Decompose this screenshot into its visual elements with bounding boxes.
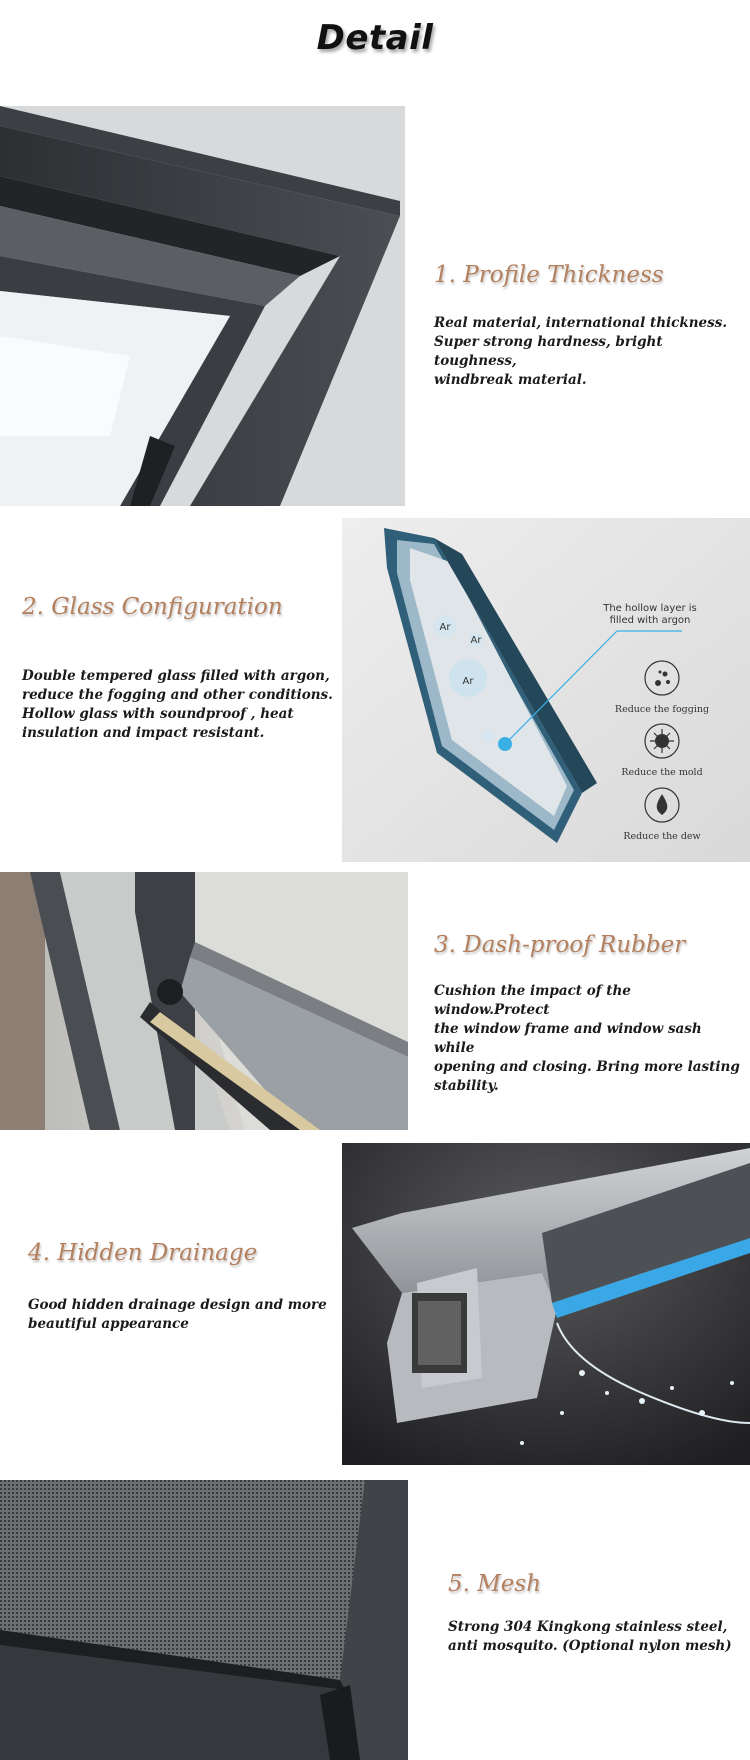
argon-bubble-large: Ar [462,676,474,687]
argon-bubble-small: Ar [439,622,451,633]
feature-fogging: Reduce the fogging [614,704,710,715]
dash-proof-rubber-heading: 3. Dash-proof Rubber [434,932,686,958]
mesh-heading: 5. Mesh [448,1571,542,1597]
profile-thickness-heading: 1. Profile Thickness [434,262,664,288]
glass-configuration-description: Double tempered glass filled with argon, reduce the fogging and other conditions. Hollow glass with soundproof , heat insulation and impact resistant. [22,668,333,741]
feature-dew: Reduce the dew [623,831,701,842]
glass-configuration-heading: 2. Glass Configuration [22,594,283,620]
hidden-drainage-description: Good hidden drainage design and more beautiful appearance [28,1297,327,1332]
argon-bubble-tiny: Ar [470,635,482,646]
dash-proof-rubber-photo [0,872,408,1130]
feature-mold: Reduce the mold [621,767,703,778]
hidden-drainage-photo [342,1143,750,1465]
callout-line2: filled with argon [609,615,691,626]
mesh-description: Strong 304 Kingkong stainless steel, anti mosquito. (Optional nylon mesh) [448,1619,732,1654]
profile-thickness-photo [0,106,405,506]
dash-proof-rubber-description: Cushion the impact of the window.Protect the window frame and window sash while opening and closing. Bring more lasting stability. [434,983,740,1094]
hidden-drainage-heading: 4. Hidden Drainage [28,1240,258,1266]
mesh-photo [0,1480,408,1760]
callout-line1: The hollow layer is [603,603,697,614]
page-title: Detail [316,18,434,58]
profile-thickness-description: Real material, international thickness. Super strong hardness, bright toughness, windbreak material. [434,315,728,388]
glass-configuration-diagram [342,518,750,862]
